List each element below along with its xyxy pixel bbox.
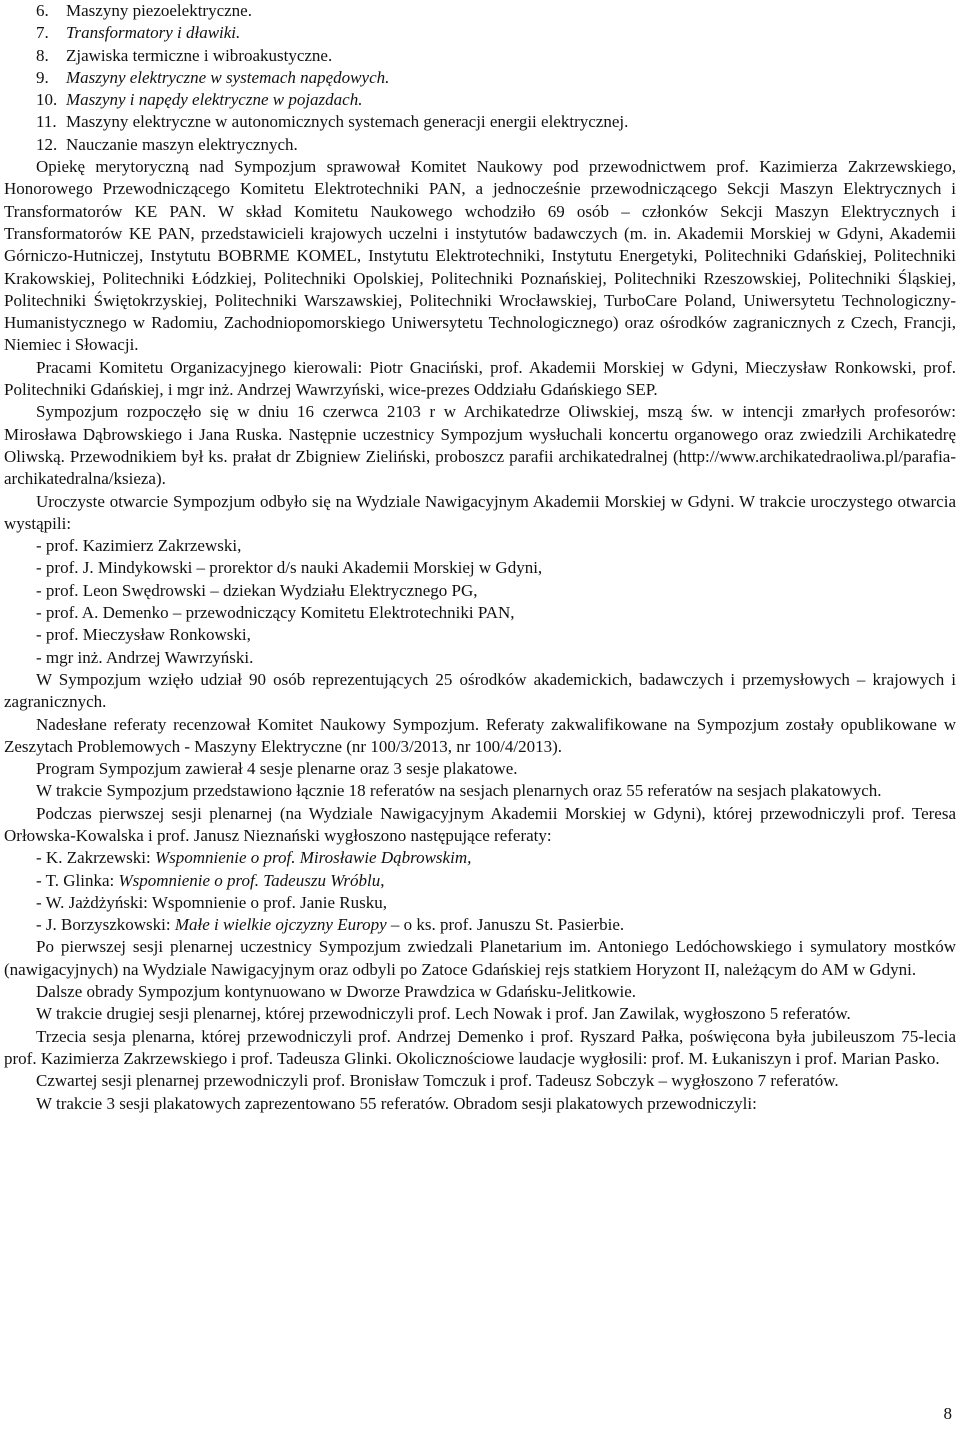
talk-author: - T. Glinka: — [36, 870, 119, 890]
talk-title: Wspomnienie o prof. Tadeuszu Wróblu — [118, 870, 381, 890]
paragraph-first-session: Podczas pierwszej sesji plenarnej (na Wydziale Nawigacyjnym Akademii Morskiej w Gdyni), której przewodniczyli prof. Teresa Orłowska-Kowalska i prof. Janusz Nieznański wygłoszono następujące referaty: — [4, 803, 956, 845]
list-text: Maszyny i napędy elektryczne w pojazdach. — [66, 90, 363, 110]
paragraph-excursion: Po pierwszej sesji plenarnej uczestnicy Sympozjum zwiedzali Planetarium im. Antoniego Ledóchowskiego i symulatory mostków (nawigacyjnych) na Wydziale Nawigacyjnym oraz odbyli po Zatoce Gdańskiej rejs statkiem Horyzont II, należącym do AM w Gdyni. — [4, 937, 956, 979]
list-number: 7. — [36, 23, 49, 43]
list-item: - prof. J. Mindykowski – prorektor d/s nauki Akademii Morskiej w Gdyni, — [36, 558, 543, 578]
list-item — [4, 89, 956, 111]
talk-suffix: , — [380, 870, 385, 890]
list-number: 12. — [36, 134, 58, 154]
list-item: - mgr inż. Andrzej Wawrzyński. — [36, 647, 254, 667]
talk-title: Wspomnienie o prof. Mirosławie Dąbrowskim, — [154, 848, 472, 868]
list-text: Maszyny elektryczne w autonomicznych systemach generacji energii elektrycznej. — [66, 112, 629, 132]
list-item: - prof. Mieczysław Ronkowski, — [36, 625, 251, 645]
talk-author: - W. Jażdżyński: Wspomnienie o prof. Janie Rusku, — [36, 892, 387, 912]
list-item: - prof. A. Demenko – przewodniczący Komitetu Elektrotechniki PAN, — [36, 603, 515, 623]
paragraph-scientific-committee: Opiekę merytoryczną nad Sympozjum sprawował Komitet Naukowy pod przewodnictwem prof. Kazimierza Zakrzewskiego, Honorowego Przewodniczącego Komitetu Elektrotechniki PAN, a jednocześnie przewodniczącego Sekcji Maszyn Elektrycznych i Transformatorów KE PAN. W skład Komitetu Naukowego wchodziło 69 osób – członków Sekcji Maszyn Elektrycznych i Transformatorów KE PAN, przedstawicieli krajowych uczelni i instytutów badawczych (m. in. Akademii Morskiej w Gdyni, Akademii Górniczo-Hutniczej, Instytutu BOBRME KOMEL, Instytutu Elektrotechniki, Instytutu Energetyki, Politechniki Gdańskiej, Politechniki Krakowskiej, Politechniki Łódzkiej, Politechniki Opolskiej, Politechniki Poznańskiej, Politechniki Rzeszowskiej, Politechniki Śląskiej, Politechniki Świętokrzyskiej, Politechniki Warszawskiej, Politechniki Wrocławskiej, TurboCare Poland, Uniwersytetu Technologiczny-Humanistycznego w Radomiu, Zachodniopomorskiego Uniwersytetu Technologicznego) oraz ośrodków zagranicznych z Czech, Francji, Niemiec i Słowacji. — [4, 157, 956, 355]
paragraph-participants: W Sympozjum wzięło udział 90 osób reprezentujących 25 ośrodków akademickich, badawczych i przemysłowych – krajowych i zagranicznych. — [4, 669, 956, 712]
talk-author: - J. Borzyszkowski: — [36, 915, 175, 935]
list-item — [4, 892, 956, 914]
list-number: 10. — [36, 90, 58, 110]
list-number: 11. — [36, 112, 57, 132]
list-item — [4, 134, 956, 156]
paragraph-second-session: W trakcie drugiej sesji plenarnej, której przewodniczyli prof. Lech Nowak i prof. Jan Zawilak, wygłoszono 5 referatów. — [36, 1004, 851, 1024]
topics-list — [4, 0, 956, 156]
paragraph-program: Program Sympozjum zawierał 4 sesje plenarne oraz 3 sesje plakatowe. — [36, 759, 518, 779]
paragraph-poster-sessions: W trakcie 3 sesji plakatowych zaprezentowano 55 referatów. Obradom sesji plakatowych przewodniczyli: — [36, 1093, 757, 1113]
talk-suffix: – o ks. prof. Januszu St. Pasierbie. — [386, 915, 625, 935]
list-item — [4, 67, 956, 89]
list-text: Maszyny piezoelektryczne. — [66, 1, 252, 20]
paragraph-paper-count: W trakcie Sympozjum przedstawiono łącznie 18 referatów na sesjach plenarnych oraz 55 referatów na sesjach plakatowych. — [36, 781, 882, 801]
talk-title: Małe i wielkie ojczyzny Europy — [174, 915, 387, 935]
list-item — [4, 0, 956, 22]
paragraph-reviews: Nadesłane referaty recenzował Komitet Naukowy Sympozjum. Referaty zakwalifikowane na Sympozjum zostały opublikowane w Zeszytach Problemowych - Maszyny Elektryczne (nr 100/3/2013, nr 100/4/2013). — [4, 714, 956, 756]
list-number: 8. — [36, 45, 49, 65]
paragraph-opening-mass: Sympozjum rozpoczęło się w dniu 16 czerwca 2103 r w Archikatedrze Oliwskiej, mszą św. w intencji zmarłych profesorów: Mirosława Dąbrowskiego i Jana Ruska. Następnie uczestnicy Sympozjum wysłuchali koncertu organowego oraz zwiedzili Archikatedrę Oliwską. Przewodnikiem był ks. prałat dr Zbigniew Zieliński, proboszcz parafii archikatedralnej (http://www.archikatedraoliwa.pl/parafia-archikatedralna/ksieza). — [4, 402, 956, 489]
page-number: 8 — [943, 1404, 952, 1423]
list-item — [4, 870, 956, 892]
list-item — [4, 914, 956, 936]
list-text: Maszyny elektryczne w systemach napędowych. — [66, 67, 390, 87]
paragraph-organizing-committee: Pracami Komitetu Organizacyjnego kierowali: Piotr Gnaciński, prof. Akademii Morskiej w Gdyni, Mieczysław Ronkowski, prof. Politechniki Gdańskiej, i mgr inż. Andrzej Wawrzyński, wice-prezes Oddziału Gdańskiego SEP. — [4, 357, 956, 400]
talk-author: - K. Zakrzewski: — [36, 848, 155, 868]
list-item — [4, 847, 956, 869]
paragraph-venue: Dalsze obrady Sympozjum kontynuowano w Dworze Prawdzica w Gdańsku-Jelitkowie. — [36, 982, 637, 1002]
list-item — [4, 111, 956, 133]
list-text: Zjawiska termiczne i wibroakustyczne. — [66, 45, 333, 65]
list-item: - prof. Leon Swędrowski – dziekan Wydziału Elektrycznego PG, — [36, 580, 478, 600]
paragraph-third-session: Trzecia sesja plenarna, której przewodniczyli prof. Andrzej Demenko i prof. Ryszard Pałka, poświęcona była jubileuszom 75-lecia prof. Kazimierza Zakrzewskiego i prof. Tadeusza Glinki. Okolicznościowe laudacje wygłosili: prof. M. Łukaniszyn i prof. Marian Pasko. — [4, 1026, 956, 1068]
list-item — [4, 22, 956, 44]
list-item: - prof. Kazimierz Zakrzewski, — [36, 536, 242, 556]
list-number: 6. — [36, 1, 49, 20]
list-item — [4, 45, 956, 67]
speakers-list — [4, 535, 956, 669]
paragraph-fourth-session: Czwartej sesji plenarnej przewodniczyli prof. Bronisław Tomczuk i prof. Tadeusz Sobczyk – wygłoszono 7 referatów. — [36, 1071, 839, 1091]
paragraph-opening-ceremony: Uroczyste otwarcie Sympozjum odbyło się na Wydziale Nawigacyjnym Akademii Morskiej w Gdyni. W trakcie uroczystego otwarcia wystąpili: — [4, 491, 956, 533]
list-number: 9. — [36, 67, 49, 87]
list-text: Transformatory i dławiki. — [66, 23, 241, 43]
talks-list — [4, 847, 956, 936]
list-text: Nauczanie maszyn elektrycznych. — [66, 134, 298, 154]
